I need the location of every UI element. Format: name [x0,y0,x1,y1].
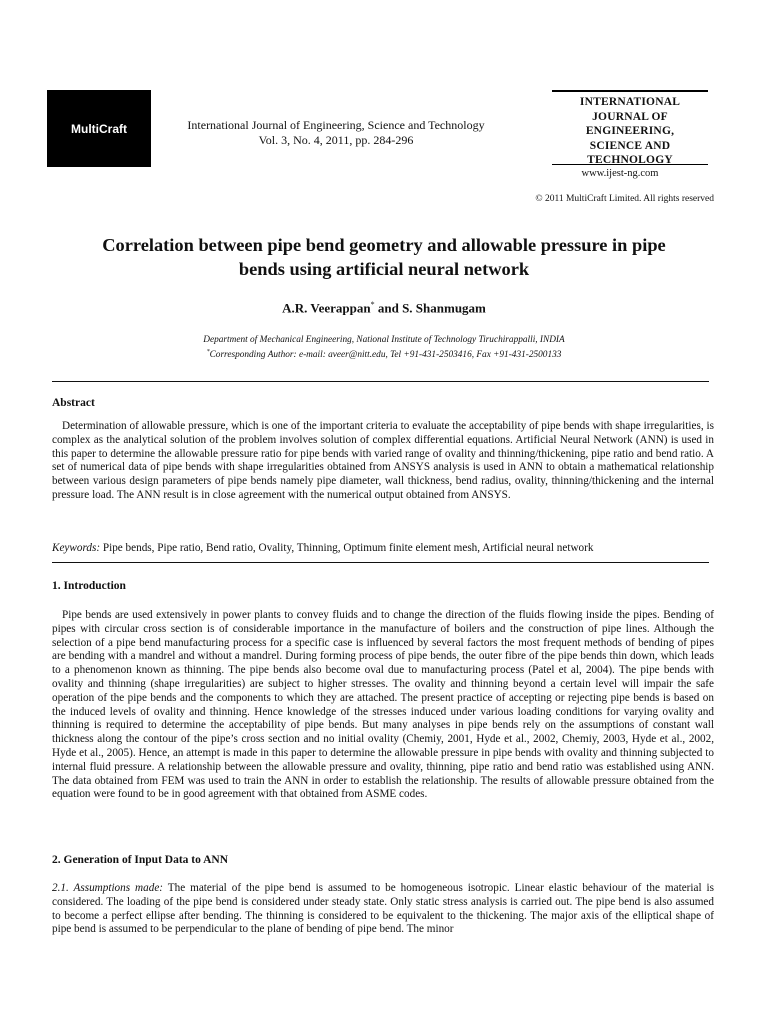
introduction-text [52,609,714,802]
journal-website: www.ijest-ng.com [581,168,659,179]
abstract-body: Determination of allowable pressure, which is one of the important criteria to evaluate the acceptability of pipe bends with shape irregularities, is complex as the analytical solution of the problem involves solution of complex differential equations. Artificial Neural Network (ANN) is used in this paper to determine the allowable pressure ratio for pipe bends with varied range of ovality and thinning/thickening, pipe ratio and bend ratio. A set of numerical data of pipe bends with shape irregularities obtained from ANSYS analysis is used in ANN to obtain a mathematical relationship between various design parameters of pipe bends namely pipe diameter, wall thickness, bend radius, ovality, thinning/thickening and the internal pressure load. The ANN result is in close agreement with the numerical output obtained from ANSYS. [52,420,714,501]
journal-volume: Vol. 3, No. 4, 2011, pp. 284-296 [258,133,414,147]
ijest-line: INTERNATIONAL [579,96,681,108]
affiliation: Department of Mechanical Engineering, National Institute of Technology Tiruchirappalli, INDIA [203,335,565,345]
ijest-line: ENGINEERING, [585,125,675,137]
abstract-text [52,420,714,503]
title-line: Correlation between pipe bend geometry and allowable pressure in pipe [102,235,666,255]
multicraft-logo: MultiCraft [47,90,151,167]
title-line: bends using artificial neural network [238,259,530,279]
divider [52,381,709,382]
assumptions-body: The material of the pipe bend is assumed to be homogeneous isotropic. Linear elastic behaviour of the material is considered. The loading of the pipe bend is considered under steady state. Only static stress analysis is carried out. The pipe bend is also assumed to become a perfect ellipse after bending. The thinning is considered to be equivalent to the thickening. The major axis of the elliptical shape of pipe bend is assumed to be perpendicular to the plane of bending of pipe bend. The minor [52,882,715,936]
ijest-line: JOURNAL OF [592,110,668,123]
introduction-body: Pipe bends are used extensively in power plants to convey fluids and to change the direction of the fluids flowing inside the pipes. Bending of pipes with circular cross section is of considerable importance in the manufacture of boilers and the construction of pipe lines. Although the selection of a pipe bend manufacturing process for a specific case is influenced by several factors the most frequent methods of bending of pipes are bending with a mandrel and without a mandrel. During forming process of pipe bends, the outer fibre of the pipe bends thin down, which leads to a phenomenon known as thinning. The pipe bends also become oval due to manufacturing process (Patel et al, 2004). The pipe bends with ovality and thinning (shape irregularities) are subject to higher stresses. The ovality and thinning beyond a certain level will impair the safe operation of the pipe bends and the components to which they are attached. The present practice of accepting or rejecting pipe bends is based on the induced levels of ovality and thinning. Hence knowledge of the stresses induced under various loading conditions for varying ovality and thinning is required to determine the acceptability of pipe bends. But many analyses in pipe bends rely on the assumptions of constant wall thickness along the contour of the pipe’s cross section and no initial ovality (Chemiy, 2001, Hyde et al., 2002, Chemiy, 2003, Hyde et al., 2002, Hyde et al., 2005). Hence, an attempt is made in this paper to determine the allowable pressure in pipe bends with ovality and thinning subjected to internal fluid pressure. A relationship between the allowable pressure and ovality, thinning, pipe ratio and bend ratio was established using ANN. The data obtained from FEM was used to train the ANN in order to establish the relationship. The results of allowable pressure obtained from the equation were found to be in good agreement with that obtained from ASME codes. [52,609,714,801]
ijest-line: SCIENCE AND [589,139,671,152]
journal-name: International Journal of Engineering, Science and Technology [187,118,485,132]
corresponding-mark: * [206,349,210,355]
author-name: and S. Shanmugam [374,300,486,316]
corresponding-text: Corresponding Author: e-mail: aveer@nitt.edu, Tel +91-431-2503416, Fax +91-431-2500133 [209,350,562,361]
corresponding-mark: * [370,300,375,309]
ijest-line: TECHNOLOGY [587,154,673,166]
keywords-list: Pipe bends, Pipe ratio, Bend ratio, Ovality, Thinning, Optimum finite element mesh, Artificial neural network [100,542,594,554]
divider [52,562,709,563]
keywords [52,542,714,554]
copyright-notice: © 2011 MultiCraft Limited. All rights reserved [535,194,714,204]
ijest-masthead [552,90,708,165]
paper-title [52,233,716,281]
author-name: A.R. Veerappan [282,300,371,316]
section-heading-input-data: 2. Generation of Input Data to ANN [52,854,229,866]
section-heading-introduction: 1. Introduction [52,580,126,592]
subsection-label: 2.1. Assumptions made: [52,882,164,894]
abstract-heading: Abstract [52,397,95,409]
corresponding-author [52,346,716,361]
assumptions-text [52,882,714,937]
keywords-label: Keywords: [52,542,101,554]
author-list [52,300,716,316]
